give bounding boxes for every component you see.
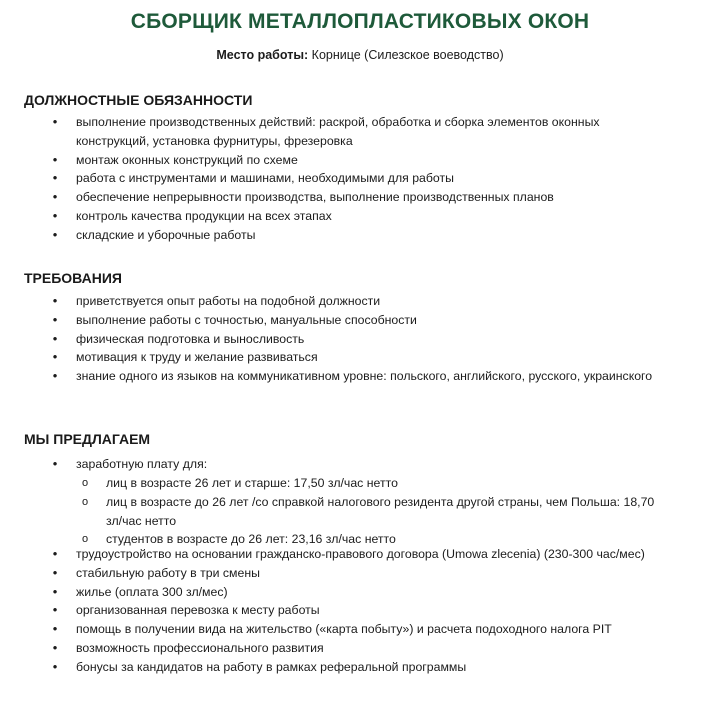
bullet-icon: • <box>52 311 58 327</box>
list-item: • монтаж оконных конструкций по схеме <box>0 151 720 170</box>
list-item: o студентов в возрасте до 26 лет: 23,16 зл/час нетто <box>0 530 720 549</box>
list-item: • организованная перевозка к месту работы <box>0 601 720 620</box>
bullet-icon: • <box>52 564 58 580</box>
bullet-icon: • <box>52 583 58 599</box>
requirements-heading: ТРЕБОВАНИЯ <box>24 270 122 286</box>
bullet-icon: • <box>52 546 58 561</box>
list-item: • трудоустройство на основании гражданско-правового договора (Umowa zlecenia) (230-300 час/мес) <box>0 545 720 564</box>
list-item: • мотивация к труду и желание развиваться <box>0 348 720 367</box>
circle-bullet-icon: o <box>81 477 89 489</box>
bullet-icon: • <box>52 330 58 346</box>
bullet-icon: • <box>52 189 58 205</box>
bullet-icon: • <box>52 293 58 308</box>
list-item: • обеспечение непрерывности производства, выполнение производственных планов <box>0 188 720 207</box>
list-item: o лиц в возрасте до 26 лет /со справкой налогового резидента другой страны, чем Польша: 18,70 зл/час нетто <box>81 494 655 528</box>
bullet-icon: • <box>52 602 58 618</box>
list-item: • жилье (оплата 300 зл/мес) <box>0 583 720 602</box>
offer-benefits-list <box>0 545 720 677</box>
list-item: • работа с инструментами и машинами, необходимыми для работы <box>0 169 720 188</box>
bullet-icon: • <box>52 349 58 365</box>
bullet-icon: • <box>52 658 58 674</box>
bullet-icon: • <box>52 456 58 471</box>
list-item: • выполнение работы с точностью, мануальные способности <box>0 311 720 330</box>
offer-list <box>0 455 720 474</box>
bullet-icon: • <box>52 151 58 167</box>
list-item: • приветствуется опыт работы на подобной должности <box>0 292 720 311</box>
list-item: • знание одного из языков на коммуникативном уровне: польского, английского, русского, украинского <box>0 367 720 386</box>
page-title: СБОРЩИК МЕТАЛЛОПЛАСТИКОВЫХ ОКОН <box>130 10 590 33</box>
list-item: • выполнение производственных действий: раскрой, обработка и сборка элементов оконных конструкций, установка фурнитуры, фрезеровка <box>0 113 720 151</box>
duties-list <box>0 113 720 245</box>
offer-heading: МЫ ПРЕДЛАГАЕМ <box>24 431 151 447</box>
requirements-list <box>0 292 720 386</box>
list-item: • складские и уборочные работы <box>0 226 720 245</box>
list-item: • бонусы за кандидатов на работу в рамках реферальной программы <box>0 658 720 677</box>
bullet-icon: • <box>52 207 58 223</box>
circle-bullet-icon: o <box>81 533 89 546</box>
work-location <box>0 48 720 62</box>
bullet-icon: • <box>52 368 58 384</box>
list-item: • заработную плату для: <box>0 455 720 474</box>
salary-sublist <box>0 474 720 549</box>
duties-heading: ДОЛЖНОСТНЫЕ ОБЯЗАННОСТИ <box>24 92 253 108</box>
bullet-icon: • <box>52 621 58 637</box>
work-location-label: Место работы: <box>216 48 309 62</box>
list-item: • физическая подготовка и выносливость <box>0 330 720 349</box>
bullet-icon: • <box>52 170 58 186</box>
bullet-icon: • <box>52 226 58 242</box>
list-item: • возможность профессионального развития <box>0 639 720 658</box>
list-item: • стабильную работу в три смены <box>0 564 720 583</box>
bullet-icon: • <box>52 639 58 655</box>
work-location-value: Корнице (Силезское воеводство) <box>308 48 504 62</box>
list-item: • контроль качества продукции на всех этапах <box>0 207 720 226</box>
circle-bullet-icon: o <box>81 495 89 508</box>
list-item: • помощь в получении вида на жительство («карта побыту») и расчета подоходного налога PIT <box>0 620 720 639</box>
list-item: o лиц в возрасте 26 лет и старше: 17,50 зл/час нетто <box>0 474 720 493</box>
bullet-icon: • <box>52 114 58 129</box>
